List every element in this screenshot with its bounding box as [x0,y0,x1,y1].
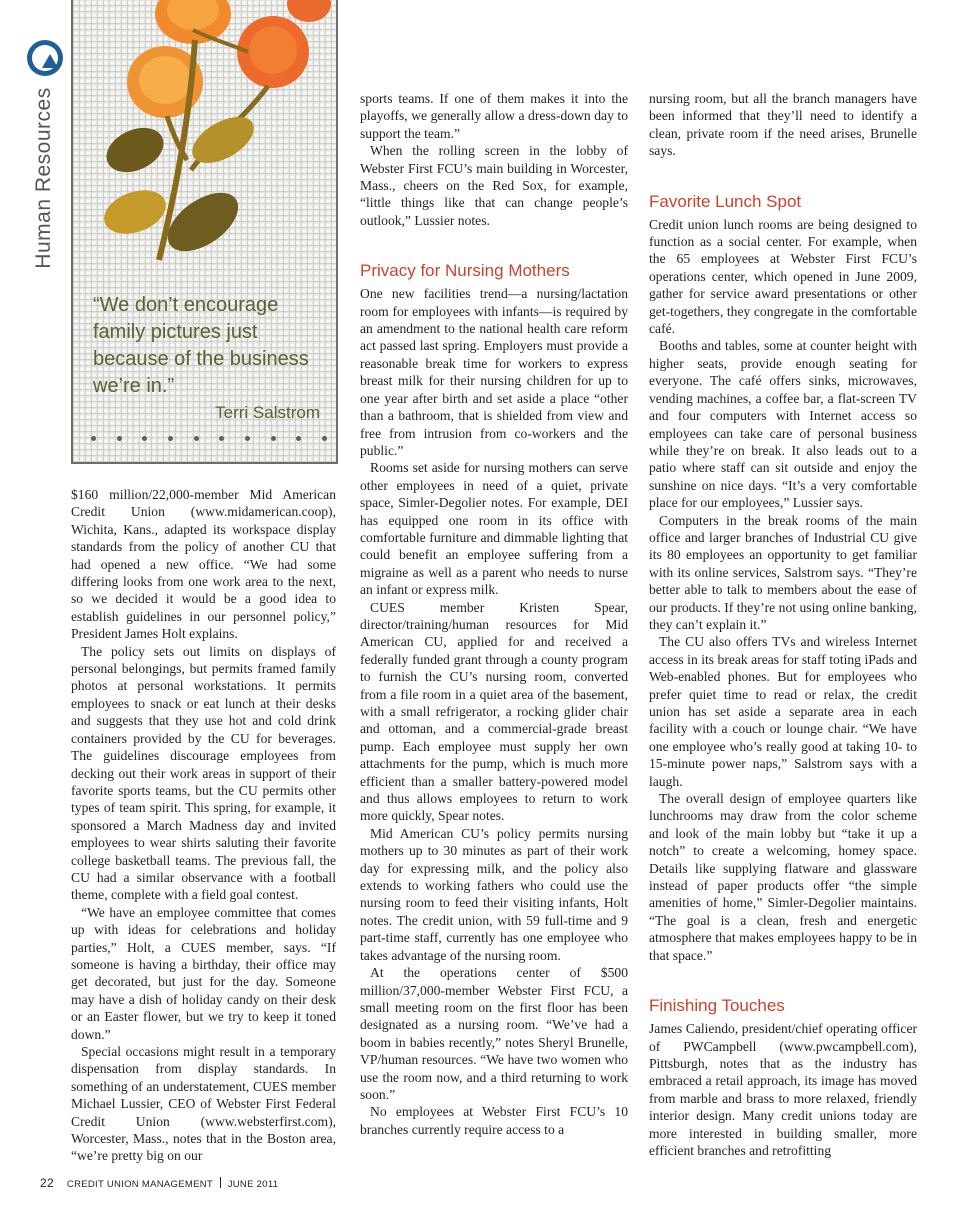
paragraph: sports teams. If one of them makes it into the playoffs, we generally allow a dress-down day to support the team.” [360,91,628,141]
paragraph: Special occasions might result in a temporary dispensation from display standards. In something of an understatement, CUES member Michael Lussier, CEO of Webster First Federal Credit Union (www.websterfirst.com), Worcester, Mass., notes that in the Boston area, “we’re pretty big on our [71,1044,336,1164]
section-label: Human Resources [32,87,55,269]
paragraph: One new facilities trend—a nursing/lactation room for employees with infants—is required by an amendment to the national health care reform act passed last spring. Employers must provide a reasonable break time for workers to express breast milk for their nursing children for up to one year after birth and set aside a place “other than a bathroom, that is shielded from view and free from intrusion from co-workers and the public.” [360,286,628,458]
cu-management-logo-icon [27,40,63,76]
section-tab [18,38,70,268]
paragraph: Mid American CU’s policy permits nursing mothers up to 30 minutes as part of their work day for expressing milk, and the policy also extends to working fathers who could use the nursing room to feed their visiting infants, Holt notes. The credit union, with 59 full-time and 9 part-time staff, currently has one employee who takes advantage of the nursing room. [360,825,628,963]
paragraph: The CU also offers TVs and wireless Internet access in its break areas for staff toting iPads and Web-enabled phones. But for employees who prefer quiet time to read or relax, the credit union has set aside a separate area in each facility with a couch or lounge chair. “We have one employee who’s really good at taking 10- to 15-minute power naps,” Salstrom says with a laugh. [649,634,917,789]
page-number: 22 [40,1176,54,1190]
column-1 [71,486,336,1165]
section-heading: Favorite Lunch Spot [649,191,802,211]
paragraph: Rooms set aside for nursing mothers can serve other employees in need of a quiet, private space, Simler-Degolier notes. For example, DEI has equipped one room in its office with comfortable furniture and dimmable lighting that could benefit an employee suffering from a migraine as well as a parent who needs to nurse an infant or express milk. [360,460,628,598]
footer-divider [220,1177,221,1188]
paragraph: James Caliendo, president/chief operating officer of PWCampbell (www.pwcampbell.com), Pittsburgh, notes that as the industry has embraced a retail approach, its image has moved from marble and brass to more relaxed, friendly interior design. Many credit unions today are more interested in building smaller, more efficient branches and retrofitting [649,1021,917,1158]
paragraph: Computers in the break rooms of the main office and larger branches of Industrial CU give its 80 employees an opportunity to get familiar with its online services, Salstrom says. “They’re better able to talk to members about the ease of our products. If they’re not using online banking, they can’t explain it.” [649,512,917,632]
paragraph: Booths and tables, some at counter height with higher seats, provide enough seating for everyone. The café offers sinks, microwaves, vending machines, a coffee bar, a flat-screen TV and four computers with Internet access so employees can take care of personal business while they’re on break. It also leads out to a patio where staff can sit outside and enjoy the sunshine on nice days. “It’s a very comfortable place for our employees,” Lussier says. [649,338,917,511]
pull-quote: “We don’t encourage family pictures just because of the business we’re in.” [93,294,309,397]
paragraph: CUES member Kristen Spear, director/training/human resources for Mid American CU, applied for and received a federally funded grant through a county program to furnish the CU’s nursing room, converted from a file room in a quiet area of the basement, with a small refrigerator, a rocking glider chair and ottoman, and a commercial-grade breast pump. Each employee must supply her own attachments for the pump, which is much more efficient than a smaller battery-powered model and thus allows employees to return to work more quickly, Spear notes. [360,599,628,824]
paragraph: The overall design of employee quarters like lunchrooms may draw from the color scheme and look of the main lobby but “take it up a notch” to create a welcoming, homey space. Details like supplying flatware and glassware instead of paper products offer “the simple amenities of home,” Simler-Degolier maintains. “The goal is a clean, fresh and energetic atmosphere that makes employees happy to be in that space.” [649,791,917,963]
dot-divider [91,436,327,441]
section-heading: Finishing Touches [649,996,785,1016]
page-footer [40,1176,278,1190]
paragraph: nursing room, but all the branch managers have been informed that they’ll need to identify a clean, private room if the need arises, Brunelle says. [649,91,917,159]
section-heading: Privacy for Nursing Mothers [360,261,570,281]
paragraph: When the rolling screen in the lobby of Webster First FCU’s main building in Worcester, Mass., cheers on the Red Sox, for example, “little things like that can change people’s outlook,” Lussier notes. [360,143,628,228]
paragraph: At the operations center of $500 million/37,000-member Webster First FCU, a small meeting room on the first floor has been designated as a nursing room. “We’ve had a boom in babies recently,” notes Sheryl Brunelle, VP/human resources. “We have two women who use the room now, and a third returning to work soon.” [360,965,628,1102]
embroidery-image [71,0,338,464]
issue-date: JUNE 2011 [227,1179,279,1190]
column-2 [360,90,628,1138]
paragraph: $160 million/22,000-member Mid American Credit Union (www.midamerican.coop), Wichita, Kans., adapted its workspace display standards from the policy of another CU that had opened a new office. “We had some differing looks from one work area to the next, so we decided it would be a good idea to establish guidelines in our personnel policy,” President James Holt explains. [71,487,336,642]
paragraph: No employees at Webster First FCU’s 10 branches currently require access to a [360,1104,628,1137]
paragraph: The policy sets out limits on displays of personal belongings, but permits framed family photos at personal workstations. It permits employees to snack or eat lunch at their desks and suggests that they use hot and cold drink containers provided by the CU for beverages. The guidelines discourage employees from decking out their work areas in support of their favorite sports teams, but the CU permits other types of team spirit. This spring, for example, it sponsored a March Madness day and invited employees to wear shirts saluting their favorite college basketball teams. The previous fall, the CU had a similar observance with a football theme, complete with a field goal contest. [71,643,336,903]
publication-name: CREDIT UNION MANAGEMENT [66,1179,213,1190]
pull-quote-author: Terri Salstrom [215,403,320,422]
paragraph: “We have an employee committee that comes up with ideas for celebrations and holiday parties,” Holt, a CUES member, says. “If someone is having a birthday, their office may get decorated, but just for the day. Someone may have a dish of holiday candy on their desk or an Easter flower, but we try to keep it toned down.” [71,904,336,1042]
column-3 [649,90,917,1159]
paragraph: Credit union lunch rooms are being designed to function as a social center. For example, when the 65 employees at Webster First FCU’s operations center, which opened in June 2009, gather for service award presentations or other get-togethers, they congregate in the comfortable café. [649,216,917,337]
